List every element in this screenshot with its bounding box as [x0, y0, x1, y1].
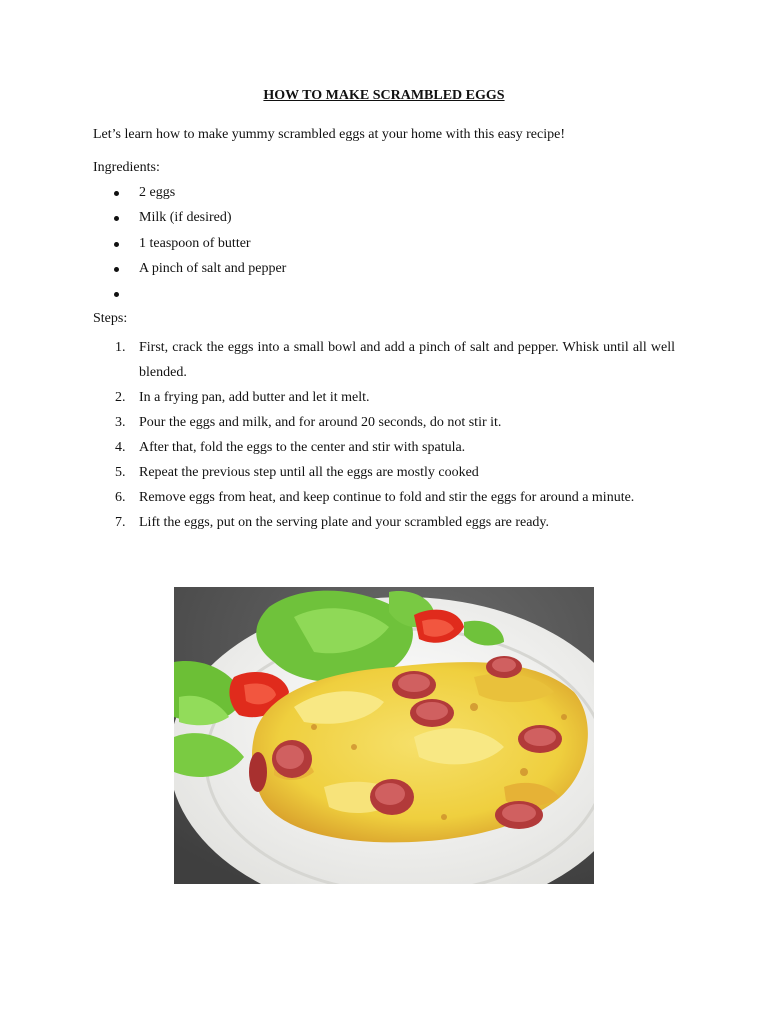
ingredient-item: 2 eggs: [93, 184, 683, 209]
step-number: 7.: [115, 515, 126, 530]
step-text: Remove eggs from heat, and keep continue to fold and stir the eggs for around a minute.: [139, 490, 635, 505]
step-item: [93, 460, 675, 485]
step-text: In a frying pan, add butter and let it melt.: [139, 390, 370, 405]
steps-label: Steps:: [93, 311, 128, 326]
step-item: [93, 485, 675, 510]
ingredient-item: A pinch of salt and pepper: [93, 260, 683, 285]
step-number: 1.: [115, 340, 126, 355]
step-text: Repeat the previous step until all the eggs are mostly cooked: [139, 465, 479, 480]
scrambled-eggs-photo: [174, 587, 594, 884]
ingredients-list: [93, 184, 683, 310]
ingredients-label: Ingredients:: [93, 160, 160, 175]
step-text: Lift the eggs, put on the serving plate and your scrambled eggs are ready.: [139, 515, 550, 530]
ingredient-item: Milk (if desired): [93, 209, 683, 234]
step-item: [93, 335, 675, 385]
step-number: 6.: [115, 490, 126, 505]
step-number: 4.: [115, 440, 126, 455]
step-number: 5.: [115, 465, 126, 480]
ingredient-item: 1 teaspoon of butter: [93, 235, 683, 260]
step-text: First, crack the eggs into a small bowl and add a pinch of salt and pepper. Whisk until all well blended.: [139, 340, 675, 380]
step-item: [93, 410, 675, 435]
step-item: [93, 435, 675, 460]
scrambled-eggs-illustration: [174, 587, 594, 884]
steps-list: [93, 335, 675, 535]
step-item: [93, 510, 675, 535]
step-item: [93, 385, 675, 410]
step-text: Pour the eggs and milk, and for around 20 seconds, do not stir it.: [139, 415, 502, 430]
step-number: 3.: [115, 415, 126, 430]
page-title: HOW TO MAKE SCRAMBLED EGGS: [263, 88, 505, 103]
intro-text: Let’s learn how to make yummy scrambled eggs at your home with this easy recipe!: [93, 127, 565, 142]
step-number: 2.: [115, 390, 126, 405]
ingredient-item: [93, 285, 683, 310]
step-text: After that, fold the eggs to the center and stir with spatula.: [139, 440, 466, 455]
